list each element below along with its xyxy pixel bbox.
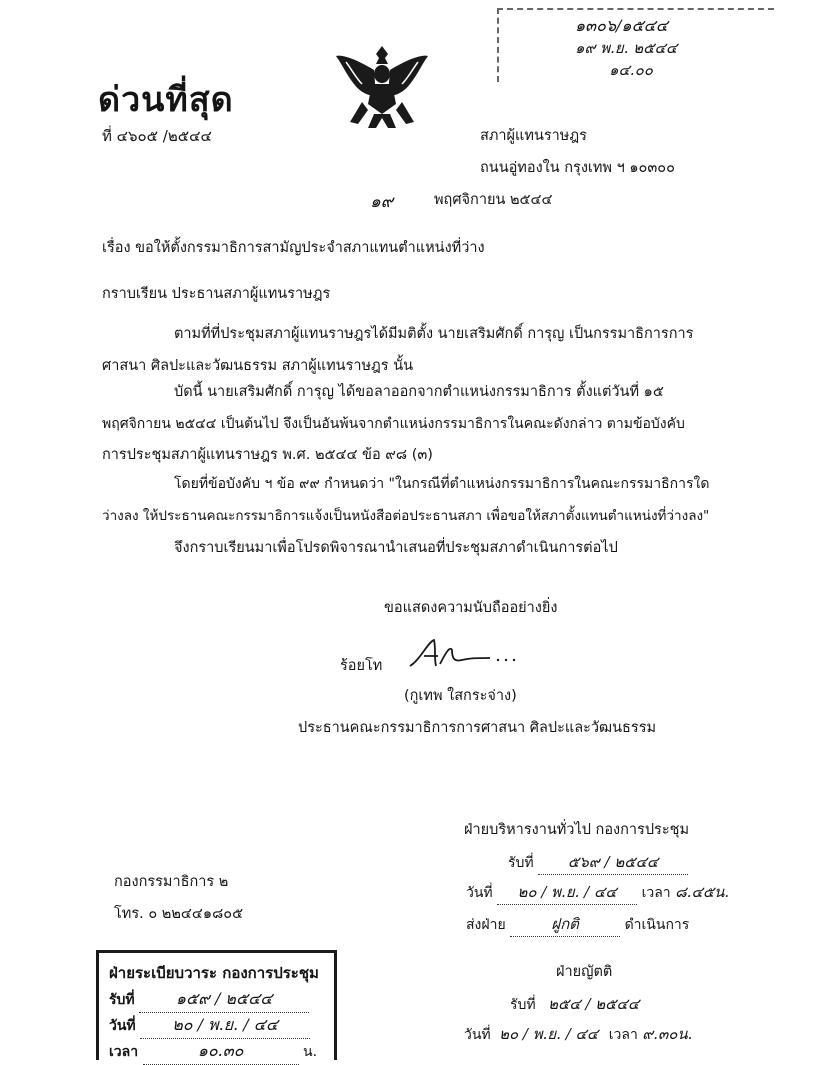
agenda-stamp-time-label: เวลา [109,1044,139,1060]
body-p4: จึงกราบเรียนมาเพื่อโปรดพิจารณานำเสนอที่ประชุมสภาดำเนินการต่อไป [174,540,618,556]
sender-address: ถนนอู่ทองใน กรุงเทพ ฯ ๑๐๓๐๐ [480,160,676,176]
document-number: ที่ ๔๖๐๕ /๒๕๔๔ [102,127,212,145]
signer-name: (กูเทพ ใสกระจ่าง) [404,688,517,704]
stamp-right2-received-value: ๒๕๔ / ๒๕๔๔ [548,995,640,1013]
agenda-stamp-received-value: ๑๕๙ / ๒๕๔๔ [139,987,309,1013]
date-month-year: พฤศจิกายน ๒๕๔๔ [434,192,553,208]
stamp-right-date-value: ๒๐ / พ.ย. / ๔๔ [497,880,637,905]
stamp-right2-time-label: เวลา [608,1027,638,1043]
stamp-right-received-value: ๕๖๙ / ๒๕๔๔ [538,850,688,875]
stamp-right-assign-label: ส่งฝ่าย [466,917,506,933]
agenda-stamp-received-label: รับที่ [109,992,135,1008]
body-p3-l1: โดยที่ข้อบังคับ ฯ ข้อ ๙๙ กำหนดว่า "ในกรณีที่ตำแหน่งกรรมาธิการในคณะกรรมาธิการใด [174,476,710,492]
agenda-stamp-date-label: วันที่ [109,1018,136,1034]
body-p2-l3: การประชุมสภาผู้แทนราษฎร พ.ศ. ๒๕๔๔ ข้อ ๙๘ (๓) [102,447,433,463]
date-day: ๑๙ [370,192,394,212]
stamp-right-date-label: วันที่ [466,885,493,901]
subject: เรื่อง ขอให้ตั้งกรรมาธิการสามัญประจำสภาแทนตำแหน่งที่ว่าง [102,240,485,256]
stamp-right-received [508,850,688,875]
agenda-stamp-date [109,1013,310,1039]
body-p2-l1: บัดนี้ นายเสริมศักดิ์ การุญ ได้ขอลาออกจากตำแหน่งกรรมาธิการ ตั้งแต่วันที่ ๑๕ [174,384,664,400]
stamp-right2-date [464,1022,692,1046]
stamp-right2-date-label: วันที่ [464,1027,491,1043]
stamp-right2-received-label: รับที่ [510,997,536,1013]
agenda-stamp-time-value: ๑๐.๓๐ [143,1039,299,1065]
stamp-right2-time-value: ๙.๓๐น. [642,1025,693,1043]
stamp-right-assign-suffix: ดำเนินการ [624,917,690,933]
stamp-right-time-label: เวลา [641,885,671,901]
stamp-right2-header: ฝ่ายญัตติ [556,964,613,980]
stamp-top-line2: ๑๙ พ.ย. ๒๕๔๔ [575,39,678,57]
dept-phone: โทร. ๐ ๒๒๔๔๑๘๐๕ [114,906,244,922]
body-p1-l1: ตามที่ที่ประชุมสภาผู้แทนราษฎรได้มีมติตั้ง นายเสริมศักดิ์ การุญ เป็นกรรมาธิการการ [174,326,694,342]
body-p2-l2: พฤศจิกายน ๒๕๔๔ เป็นต้นไป จึงเป็นอันพ้นจากตำแหน่งกรรมาธิการในคณะดังกล่าว ตามข้อบังคับ [102,416,685,432]
salutation: กราบเรียน ประธานสภาผู้แทนราษฎร [102,286,331,302]
signer-position: ประธานคณะกรรมาธิการการศาสนา ศิลปะและวัฒนธรรม [298,720,657,736]
agenda-stamp-received [109,987,309,1013]
stamp-right-time-value: ๘.๔๕น. [675,883,730,901]
stamp-right2-received [510,992,639,1016]
body-p1-l2: ศาสนา ศิลปะและวัฒนธรรม สภาผู้แทนราษฎร นั้น [102,358,414,374]
stamp-right-assign-value: ฝูกติ [510,912,620,937]
signature [406,636,521,676]
stamp-right-header: ฝ่ายบริหารงานทั่วไป กองการประชุม [464,822,690,838]
stamp-right-received-label: รับที่ [508,855,534,871]
receipt-stamp-top [497,8,774,82]
signer-rank: ร้อยโท [340,658,383,674]
agenda-stamp-time [109,1039,317,1065]
agenda-stamp-date-value: ๒๐ / พ.ย. / ๔๔ [140,1013,310,1039]
agenda-stamp-time-suffix: น. [303,1044,318,1060]
agenda-stamp-box [96,950,337,1060]
sender-org: สภาผู้แทนราษฎร [480,128,587,144]
body-p3-l2: ว่างลง ให้ประธานคณะกรรมาธิการแจ้งเป็นหนังสือต่อประธานสภา เพื่อขอให้สภาตั้งแทนตำแหน่งที่ว่างลง" [102,508,710,524]
stamp-top-line3: ๑๔.๐๐ [609,61,653,79]
stamp-right-date [466,880,729,905]
urgent-label: ด่วนที่สุด [98,80,234,120]
stamp-right2-date-value: ๒๐ / พ.ย. / ๔๔ [499,1025,599,1043]
dept-name: กองกรรมาธิการ ๒ [114,874,229,890]
stamp-top-line1: ๑๓๐๖/๑๕๔๔ [575,16,668,35]
closing: ขอแสดงความนับถืออย่างยิ่ง [384,600,558,616]
agenda-stamp-title: ฝ่ายระเบียบวาระ กองการประชุม [109,964,319,982]
garuda-emblem [332,40,432,136]
stamp-right-assign [466,912,689,937]
